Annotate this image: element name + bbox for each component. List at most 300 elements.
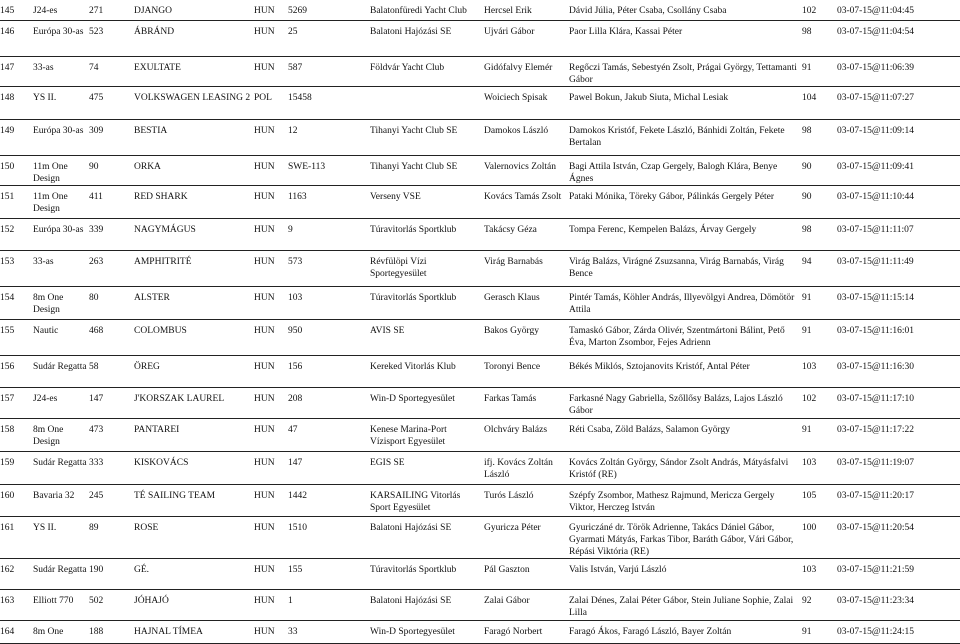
skipper-text: Ujvári Gábor xyxy=(484,26,535,37)
nat-text: HUN xyxy=(254,26,275,37)
cell-sail xyxy=(89,418,134,451)
class-text: Európa 30-as xyxy=(33,224,84,235)
boat-text: ALSTER xyxy=(134,292,170,303)
cell-skipper xyxy=(484,0,569,20)
skipper-text: Woiciech Spisak xyxy=(484,92,548,103)
cell-boat xyxy=(134,56,254,86)
crew-text: Tamaskó Gábor, Zárda Olivér, Szentmártoni Bálint, Pető Éva, Marton Zsombor, Fejes Adrienn xyxy=(569,325,785,348)
pts-text: 91 xyxy=(802,626,812,637)
place-text: 158 xyxy=(0,424,15,435)
pts-text: 102 xyxy=(802,6,817,16)
cell-club xyxy=(370,56,484,86)
cell-nat xyxy=(254,250,288,286)
cell-boat xyxy=(134,218,254,250)
table-row xyxy=(0,620,960,643)
club-text: Balatoni Hajózási SE xyxy=(370,595,452,606)
num-text: 25 xyxy=(288,26,298,37)
cell-class xyxy=(33,387,89,418)
cell-club xyxy=(370,155,484,185)
class-text: 11m One Design xyxy=(33,161,68,184)
cell-num xyxy=(288,56,370,86)
cell-crew xyxy=(569,56,802,86)
cell-crew xyxy=(569,418,802,451)
cell-time xyxy=(837,355,960,387)
cell-pts xyxy=(802,155,837,185)
cell-place xyxy=(0,86,33,119)
place-text: 159 xyxy=(0,457,15,468)
class-text: Elliott 770 xyxy=(33,595,74,606)
crew-text: Tompa Ferenc, Kempelen Balázs, Árvay Gergely xyxy=(569,224,757,235)
cell-club xyxy=(370,516,484,558)
cell-boat xyxy=(134,418,254,451)
club-text: Balatoni Hajózási SE xyxy=(370,26,452,37)
time-text: 03-07-15@11:11:07 xyxy=(837,224,914,235)
cell-class xyxy=(33,451,89,484)
class-text: 33-as xyxy=(33,62,54,73)
crew-text: Pintér Tamás, Köhler András, Illyevölgyi Andrea, Dömötör Attila xyxy=(569,292,795,315)
cell-class xyxy=(33,589,89,620)
cell-time xyxy=(837,620,960,643)
cell-crew xyxy=(569,387,802,418)
cell-pts xyxy=(802,484,837,516)
class-text: 8m One xyxy=(33,626,64,637)
table-row xyxy=(0,484,960,516)
nat-text: HUN xyxy=(254,6,275,16)
cell-club xyxy=(370,387,484,418)
cell-skipper xyxy=(484,620,569,643)
time-text: 03-07-15@11:24:15 xyxy=(837,626,915,637)
cell-crew xyxy=(569,185,802,218)
nat-text: HUN xyxy=(254,191,275,202)
cell-class xyxy=(33,620,89,643)
cell-club xyxy=(370,250,484,286)
skipper-text: Bakos György xyxy=(484,325,539,336)
cell-place xyxy=(0,484,33,516)
cell-time xyxy=(837,558,960,589)
table-row xyxy=(0,286,960,319)
cell-crew xyxy=(569,86,802,119)
cell-place xyxy=(0,155,33,185)
nat-text: HUN xyxy=(254,522,275,533)
cell-pts xyxy=(802,20,837,56)
cell-time xyxy=(837,250,960,286)
cell-skipper xyxy=(484,185,569,218)
place-text: 157 xyxy=(0,393,15,404)
cell-club xyxy=(370,418,484,451)
num-text: 1442 xyxy=(288,490,307,501)
skipper-text: Hercsel Erik xyxy=(484,6,532,16)
table-row xyxy=(0,56,960,86)
class-text: 8m One Design xyxy=(33,292,64,315)
cell-club xyxy=(370,185,484,218)
cell-sail xyxy=(89,286,134,319)
cell-boat xyxy=(134,589,254,620)
sail-text: 190 xyxy=(89,564,104,575)
cell-place xyxy=(0,418,33,451)
pts-text: 94 xyxy=(802,256,812,267)
num-text: 1163 xyxy=(288,191,307,202)
sail-text: 245 xyxy=(89,490,104,501)
crew-text: Damokos Kristóf, Fekete László, Bánhidi Zoltán, Fekete Bertalan xyxy=(569,125,785,148)
skipper-text: Zalai Gábor xyxy=(484,595,530,606)
cell-pts xyxy=(802,119,837,155)
cell-crew xyxy=(569,119,802,155)
boat-text: TÉ SAILING TEAM xyxy=(134,490,216,501)
cell-boat xyxy=(134,155,254,185)
cell-nat xyxy=(254,119,288,155)
cell-time xyxy=(837,286,960,319)
boat-text: NAGYMÁGUS xyxy=(134,224,196,235)
cell-pts xyxy=(802,56,837,86)
time-text: 03-07-15@11:16:01 xyxy=(837,325,915,336)
cell-num xyxy=(288,286,370,319)
cell-skipper xyxy=(484,451,569,484)
cell-class xyxy=(33,20,89,56)
cell-sail xyxy=(89,558,134,589)
cell-sail xyxy=(89,319,134,355)
cell-skipper xyxy=(484,56,569,86)
cell-nat xyxy=(254,516,288,558)
cell-club xyxy=(370,451,484,484)
cell-place xyxy=(0,218,33,250)
club-text: Túravitorlás Sportklub xyxy=(370,292,457,303)
sail-text: 475 xyxy=(89,92,104,103)
cell-skipper xyxy=(484,558,569,589)
cell-place xyxy=(0,56,33,86)
cell-num xyxy=(288,451,370,484)
cell-place xyxy=(0,185,33,218)
nat-text: HUN xyxy=(254,564,275,575)
cell-crew xyxy=(569,218,802,250)
cell-sail xyxy=(89,218,134,250)
time-text: 03-07-15@11:06:39 xyxy=(837,62,915,73)
club-text: Balatonfüredi Yacht Club xyxy=(370,6,467,16)
cell-boat xyxy=(134,20,254,56)
time-text: 03-07-15@11:17:22 xyxy=(837,424,915,435)
boat-text: PANTAREI xyxy=(134,424,180,435)
cell-place xyxy=(0,620,33,643)
pts-text: 98 xyxy=(802,26,812,37)
class-text: Sudár Regatta xyxy=(33,361,87,372)
cell-crew xyxy=(569,250,802,286)
cell-skipper xyxy=(484,484,569,516)
nat-text: HUN xyxy=(254,393,275,404)
crew-text: Szépfy Zsombor, Mathesz Rajmund, Mericza Gergely Viktor, Herczeg István xyxy=(569,490,775,513)
club-text: Tihanyi Yacht Club SE xyxy=(370,125,458,136)
cell-nat xyxy=(254,20,288,56)
cell-skipper xyxy=(484,250,569,286)
cell-place xyxy=(0,286,33,319)
crew-text: Dávid Júlia, Péter Csaba, Csollány Csaba xyxy=(569,6,727,16)
club-text: Földvár Yacht Club xyxy=(370,62,445,73)
cell-sail xyxy=(89,155,134,185)
cell-pts xyxy=(802,250,837,286)
cell-skipper xyxy=(484,286,569,319)
cell-nat xyxy=(254,0,288,20)
cell-club xyxy=(370,0,484,20)
cell-pts xyxy=(802,558,837,589)
cell-nat xyxy=(254,155,288,185)
cell-pts xyxy=(802,185,837,218)
crew-text: Pawel Bokun, Jakub Siuta, Michal Lesiak xyxy=(569,92,729,103)
time-text: 03-07-15@11:04:45 xyxy=(837,6,915,16)
cell-class xyxy=(33,516,89,558)
time-text: 03-07-15@11:09:14 xyxy=(837,125,915,136)
cell-class xyxy=(33,319,89,355)
table-row xyxy=(0,155,960,185)
cell-num xyxy=(288,387,370,418)
sail-text: 468 xyxy=(89,325,104,336)
class-text: J24-es xyxy=(33,6,58,16)
cell-place xyxy=(0,516,33,558)
cell-sail xyxy=(89,451,134,484)
nat-text: HUN xyxy=(254,256,275,267)
time-text: 03-07-15@11:20:17 xyxy=(837,490,915,501)
cell-club xyxy=(370,218,484,250)
cell-club xyxy=(370,620,484,643)
boat-text: AMPHITRITÉ xyxy=(134,256,192,267)
place-text: 156 xyxy=(0,361,15,372)
cell-place xyxy=(0,250,33,286)
class-text: Európa 30-as xyxy=(33,125,84,136)
place-text: 160 xyxy=(0,490,15,501)
table-row xyxy=(0,86,960,119)
cell-club xyxy=(370,286,484,319)
skipper-text: Pál Gaszton xyxy=(484,564,530,575)
table-row xyxy=(0,319,960,355)
table-row xyxy=(0,20,960,56)
class-text: Nautic xyxy=(33,325,59,336)
class-text: Sudár Regatta xyxy=(33,457,87,468)
cell-sail xyxy=(89,516,134,558)
class-text: 11m One Design xyxy=(33,191,68,214)
cell-nat xyxy=(254,355,288,387)
sail-text: 473 xyxy=(89,424,104,435)
cell-place xyxy=(0,387,33,418)
cell-pts xyxy=(802,387,837,418)
cell-sail xyxy=(89,86,134,119)
cell-crew xyxy=(569,516,802,558)
time-text: 03-07-15@11:09:41 xyxy=(837,161,915,172)
cell-num xyxy=(288,589,370,620)
place-text: 153 xyxy=(0,256,15,267)
skipper-text: Turós László xyxy=(484,490,534,501)
cell-nat xyxy=(254,185,288,218)
cell-club xyxy=(370,558,484,589)
pts-text: 91 xyxy=(802,292,812,303)
table-row xyxy=(0,418,960,451)
time-text: 03-07-15@11:21:59 xyxy=(837,564,915,575)
nat-text: HUN xyxy=(254,125,275,136)
place-text: 151 xyxy=(0,191,15,202)
cell-class xyxy=(33,286,89,319)
num-text: 156 xyxy=(288,361,303,372)
cell-nat xyxy=(254,286,288,319)
cell-boat xyxy=(134,451,254,484)
time-text: 03-07-15@11:04:54 xyxy=(837,26,915,37)
cell-time xyxy=(837,0,960,20)
skipper-text: Takácsy Géza xyxy=(484,224,537,235)
crew-text: Paor Lilla Klára, Kassai Péter xyxy=(569,26,683,37)
cell-class xyxy=(33,418,89,451)
nat-text: POL xyxy=(254,92,272,103)
cell-sail xyxy=(89,185,134,218)
cell-sail xyxy=(89,387,134,418)
pts-text: 103 xyxy=(802,361,817,372)
club-text: Túravitorlás Sportklub xyxy=(370,564,457,575)
club-text: EGIS SE xyxy=(370,457,405,468)
crew-text: Gyuriczáné dr. Török Adrienne, Takács Dániel Gábor, Gyarmati Mátyás, Farkas Tibor, Baráth Gábor, Vári Gábor, Répási Viktória (RE) xyxy=(569,522,794,557)
cell-sail xyxy=(89,56,134,86)
nat-text: HUN xyxy=(254,595,275,606)
pts-text: 98 xyxy=(802,125,812,136)
place-text: 148 xyxy=(0,92,15,103)
pts-text: 90 xyxy=(802,161,812,172)
boat-text: HAJNAL TÍMEA xyxy=(134,626,203,637)
cell-crew xyxy=(569,0,802,20)
cell-num xyxy=(288,516,370,558)
cell-num xyxy=(288,355,370,387)
club-text: Túravitorlás Sportklub xyxy=(370,224,457,235)
cell-skipper xyxy=(484,355,569,387)
crew-text: Zalai Dénes, Zalai Péter Gábor, Stein Juliane Sophie, Zalai Lilla xyxy=(569,595,794,618)
boat-text: ROSE xyxy=(134,522,159,533)
skipper-text: Farkas Tamás xyxy=(484,393,537,404)
cell-nat xyxy=(254,558,288,589)
skipper-text: Faragó Norbert xyxy=(484,626,543,637)
place-text: 154 xyxy=(0,292,15,303)
cell-place xyxy=(0,20,33,56)
skipper-text: Virág Barnabás xyxy=(484,256,543,267)
pts-text: 102 xyxy=(802,393,817,404)
boat-text: EXULTATE xyxy=(134,62,181,73)
table-row xyxy=(0,558,960,589)
cell-boat xyxy=(134,355,254,387)
cell-num xyxy=(288,0,370,20)
cell-sail xyxy=(89,355,134,387)
cell-club xyxy=(370,484,484,516)
sail-text: 147 xyxy=(89,393,104,404)
boat-text: RED SHARK xyxy=(134,191,188,202)
cell-skipper xyxy=(484,218,569,250)
crew-text: Farkasné Nagy Gabriella, Szőllősy Balázs, Lajos László Gábor xyxy=(569,393,783,416)
class-text: Bavaria 32 xyxy=(33,490,75,501)
sail-text: 271 xyxy=(89,6,104,16)
skipper-text: Damokos László xyxy=(484,125,549,136)
cell-boat xyxy=(134,319,254,355)
cell-sail xyxy=(89,484,134,516)
sail-text: 74 xyxy=(89,62,99,73)
table-row xyxy=(0,516,960,558)
place-text: 164 xyxy=(0,626,15,637)
cell-pts xyxy=(802,418,837,451)
boat-text: VOLKSWAGEN LEASING 2 xyxy=(134,92,251,103)
club-text: Kenese Marina-Port Vízisport Egyesület xyxy=(370,424,447,447)
skipper-text: Olchváry Balázs xyxy=(484,424,548,435)
pts-text: 91 xyxy=(802,325,812,336)
cell-pts xyxy=(802,218,837,250)
cell-club xyxy=(370,319,484,355)
cell-sail xyxy=(89,119,134,155)
time-text: 03-07-15@11:23:34 xyxy=(837,595,915,606)
cell-nat xyxy=(254,620,288,643)
cell-time xyxy=(837,185,960,218)
cell-crew xyxy=(569,484,802,516)
cell-crew xyxy=(569,155,802,185)
sail-text: 89 xyxy=(89,522,99,533)
cell-crew xyxy=(569,451,802,484)
pts-text: 103 xyxy=(802,564,817,575)
cell-pts xyxy=(802,286,837,319)
cell-class xyxy=(33,119,89,155)
nat-text: HUN xyxy=(254,325,275,336)
cell-class xyxy=(33,56,89,86)
num-text: 1 xyxy=(288,595,293,606)
cell-pts xyxy=(802,319,837,355)
num-text: 9 xyxy=(288,224,293,235)
num-text: 950 xyxy=(288,325,303,336)
nat-text: HUN xyxy=(254,292,275,303)
nat-text: HUN xyxy=(254,626,275,637)
sail-text: 80 xyxy=(89,292,99,303)
num-text: 587 xyxy=(288,62,303,73)
cell-skipper xyxy=(484,387,569,418)
cell-skipper xyxy=(484,516,569,558)
nat-text: HUN xyxy=(254,161,275,172)
cell-pts xyxy=(802,355,837,387)
crew-text: Békés Miklós, Sztojanovits Kristóf, Antal Péter xyxy=(569,361,750,372)
cell-crew xyxy=(569,319,802,355)
cell-num xyxy=(288,218,370,250)
cell-time xyxy=(837,516,960,558)
place-text: 162 xyxy=(0,564,15,575)
cell-club xyxy=(370,589,484,620)
crew-text: Virág Balázs, Virágné Zsuzsanna, Virág Barnabás, Virág Bence xyxy=(569,256,784,279)
boat-text: COLOMBUS xyxy=(134,325,187,336)
cell-pts xyxy=(802,86,837,119)
num-text: 12 xyxy=(288,125,298,136)
class-text: 8m One Design xyxy=(33,424,64,447)
cell-time xyxy=(837,319,960,355)
cell-skipper xyxy=(484,418,569,451)
table-row xyxy=(0,387,960,418)
class-text: YS II. xyxy=(33,92,57,103)
cell-class xyxy=(33,155,89,185)
cell-sail xyxy=(89,589,134,620)
time-text: 03-07-15@11:15:14 xyxy=(837,292,915,303)
pts-text: 91 xyxy=(802,424,812,435)
num-text: 33 xyxy=(288,626,298,637)
place-text: 163 xyxy=(0,595,15,606)
pts-text: 105 xyxy=(802,490,817,501)
cell-time xyxy=(837,589,960,620)
cell-class xyxy=(33,484,89,516)
cell-skipper xyxy=(484,155,569,185)
cell-nat xyxy=(254,86,288,119)
cell-boat xyxy=(134,250,254,286)
table-row xyxy=(0,589,960,620)
cell-boat xyxy=(134,0,254,20)
class-text: Európa 30-as xyxy=(33,26,84,37)
cell-class xyxy=(33,86,89,119)
sail-text: 339 xyxy=(89,224,104,235)
cell-num xyxy=(288,558,370,589)
cell-place xyxy=(0,451,33,484)
cell-boat xyxy=(134,185,254,218)
cell-nat xyxy=(254,319,288,355)
pts-text: 91 xyxy=(802,62,812,73)
pts-text: 104 xyxy=(802,92,817,103)
